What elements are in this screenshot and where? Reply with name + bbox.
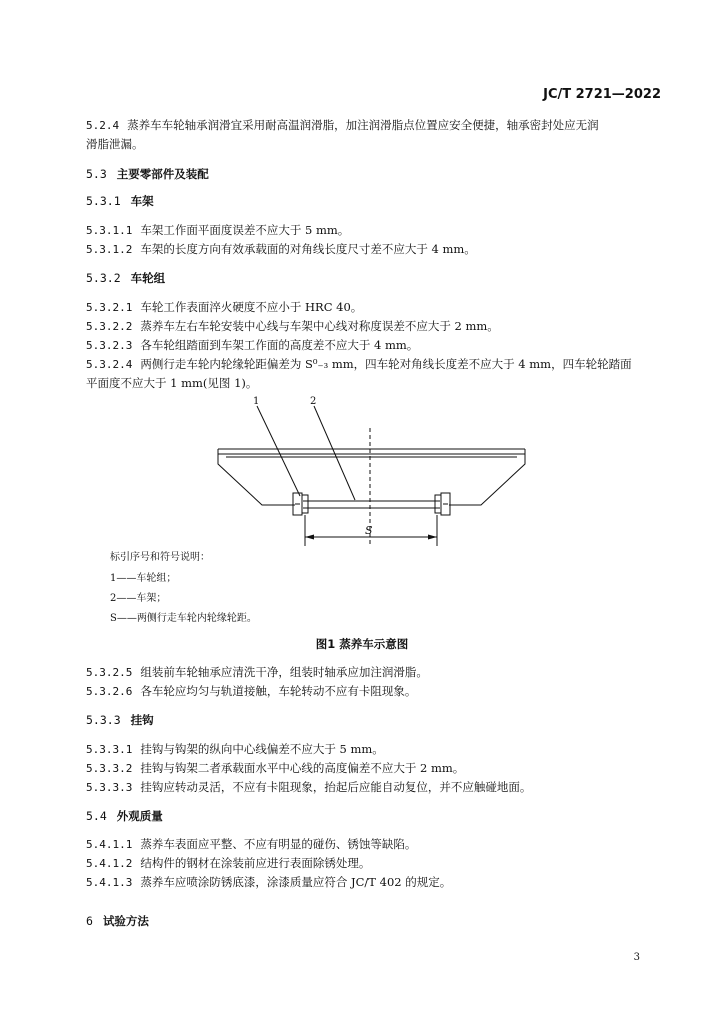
clause-5-3-2-3: 5.3.2.3 各车轮组踏面到车架工作面的高度差不应大于 4 mm。 — [86, 338, 419, 352]
section-5-3-3: 5.3.3 挂钩 — [86, 713, 154, 727]
section-6: 6 试验方法 — [86, 914, 149, 928]
clause-5-4-1-3: 5.4.1.3 蒸养车应喷涂防锈底漆，涂漆质量应符合 JC/T 402 的规定。 — [86, 875, 452, 889]
clause-5-3-3-3: 5.3.3.3 挂钩应转动灵活，不应有卡阻现象，抬起后应能自动复位，并不应触碰地面。 — [86, 780, 532, 794]
clause-5-3-2-1: 5.3.2.1 车轮工作表面淬火硬度不应小于 HRC 40。 — [86, 300, 363, 314]
fig-label-s: S — [365, 524, 373, 537]
leader-2 — [314, 406, 355, 500]
section-5-3-1: 5.3.1 车架 — [86, 194, 154, 208]
clause-5-3-2-4: 5.3.2.4 两侧行走车轮内轮缘轮距偏差为 S⁰₋₃ mm，四车轮对角线长度差不应大于 4 mm，四车轮轮踏面 — [86, 357, 632, 371]
clause-5-3-1-2: 5.3.1.2 车架的长度方向有效承载面的对角线长度尺寸差不应大于 4 mm。 — [86, 242, 476, 256]
leader-1 — [257, 406, 300, 496]
figure-caption: 图1 蒸养车示意图 — [315, 637, 409, 651]
standard-code: JC/T 2721—2022 — [543, 87, 661, 102]
dim-arrow-left — [305, 535, 314, 540]
clause-5-4-1-1: 5.4.1.1 蒸养车表面应平整、不应有明显的碰伤、锈蚀等缺陷。 — [86, 837, 417, 851]
clause-5-3-1-1: 5.3.1.1 车架工作面平面度误差不应大于 5 mm。 — [86, 223, 350, 237]
left-wheel-flange — [302, 495, 308, 513]
legend-item-2: 2——车架； — [110, 593, 167, 604]
section-5-4: 5.4 外观质量 — [86, 809, 163, 823]
clause-5-3-3-1: 5.3.3.1 挂钩与钩架的纵向中心线偏差不应大于 5 mm。 — [86, 742, 384, 756]
clause-5-3-3-2: 5.3.3.2 挂钩与钩架二者承载面水平中心线的高度偏差不应大于 2 mm。 — [86, 761, 465, 775]
fig-label-2: 2 — [310, 396, 317, 407]
section-5-3: 5.3 主要零部件及装配 — [86, 167, 209, 181]
figure-1-diagram — [0, 392, 724, 552]
section-5-3-2: 5.3.2 车轮组 — [86, 271, 166, 285]
clause-5-2-4: 5.2.4 蒸养车车轮轴承润滑宜采用耐高温润滑脂，加注润滑脂点位置应安全便捷，轴承密封处应无润 — [86, 118, 599, 132]
clause-5-3-2-2: 5.3.2.2 蒸养车左右车轮安装中心线与车架中心线对称度误差不应大于 2 mm。 — [86, 319, 499, 333]
legend-item-s: S——两侧行走车轮内轮缘轮距。 — [110, 613, 257, 624]
clause-5-2-4-cont: 滑脂泄漏。 — [86, 137, 144, 151]
legend-title: 标引序号和符号说明： — [110, 552, 210, 563]
fig-label-1: 1 — [253, 396, 260, 407]
clause-5-3-2-4-cont: 平面度不应大于 1 mm(见图 1)。 — [86, 376, 258, 390]
clause-5-4-1-2: 5.4.1.2 结构件的钢材在涂装前应进行表面除锈处理。 — [86, 856, 371, 870]
legend-item-1: 1——车轮组； — [110, 573, 177, 584]
clause-5-3-2-5: 5.3.2.5 组装前车轮轴承应清洗干净，组装时轴承应加注润滑脂。 — [86, 665, 428, 679]
right-wheel-hub — [435, 495, 441, 513]
dim-arrow-right — [428, 535, 437, 540]
page-number: 3 — [633, 952, 640, 963]
clause-5-3-2-6: 5.3.2.6 各车轮应均匀与轨道接触，车轮转动不应有卡阻现象。 — [86, 684, 417, 698]
